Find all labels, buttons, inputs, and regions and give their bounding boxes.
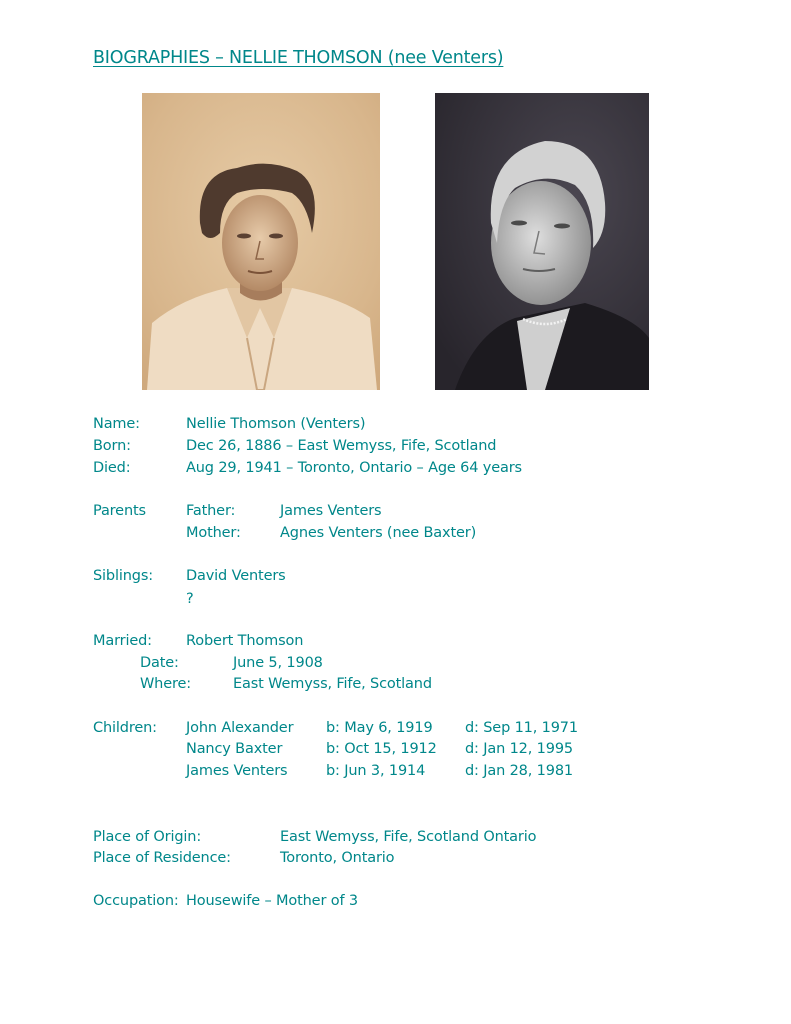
child-died: d: Jan 28, 1981: [465, 763, 573, 779]
origin-label: Place of Origin:: [93, 829, 202, 845]
father-label: Father:: [186, 503, 236, 519]
parents-label: Parents: [93, 503, 146, 519]
born-label: Born:: [93, 438, 131, 454]
died-value: Aug 29, 1941 – Toronto, Ontario – Age 64 years: [186, 460, 522, 476]
occupation-value: Housewife – Mother of 3: [186, 893, 358, 909]
child-name: James Venters: [186, 763, 288, 779]
residence-value: Toronto, Ontario: [280, 850, 395, 866]
children-label: Children:: [93, 720, 157, 736]
origin-value: East Wemyss, Fife, Scotland Ontario: [280, 829, 537, 845]
born-value: Dec 26, 1886 – East Wemyss, Fife, Scotland: [186, 438, 497, 454]
child-born: b: May 6, 1919: [326, 720, 433, 736]
young-portrait-photo: [142, 93, 380, 390]
sibling-item: ?: [186, 591, 194, 607]
child-name: Nancy Baxter: [186, 741, 283, 757]
father-value: James Venters: [280, 503, 382, 519]
elderly-portrait-photo: [435, 93, 649, 390]
marriage-place-value: East Wemyss, Fife, Scotland: [233, 676, 432, 692]
marriage-date-value: June 5, 1908: [233, 655, 323, 671]
child-born: b: Jun 3, 1914: [326, 763, 426, 779]
page-title: BIOGRAPHIES – NELLIE THOMSON (nee Venters): [93, 48, 504, 68]
marriage-place-label: Where:: [140, 676, 191, 692]
sibling-item: David Venters: [186, 568, 286, 584]
married-label: Married:: [93, 633, 152, 649]
spouse-value: Robert Thomson: [186, 633, 304, 649]
died-label: Died:: [93, 460, 131, 476]
residence-label: Place of Residence:: [93, 850, 231, 866]
mother-label: Mother:: [186, 525, 241, 541]
marriage-date-label: Date:: [140, 655, 179, 671]
occupation-label: Occupation:: [93, 893, 179, 909]
child-name: John Alexander: [186, 720, 294, 736]
child-born: b: Oct 15, 1912: [326, 741, 437, 757]
child-died: d: Jan 12, 1995: [465, 741, 573, 757]
mother-value: Agnes Venters (nee Baxter): [280, 525, 477, 541]
name-value: Nellie Thomson (Venters): [186, 416, 366, 432]
name-label: Name:: [93, 416, 140, 432]
child-died: d: Sep 11, 1971: [465, 720, 578, 736]
siblings-label: Siblings:: [93, 568, 153, 584]
